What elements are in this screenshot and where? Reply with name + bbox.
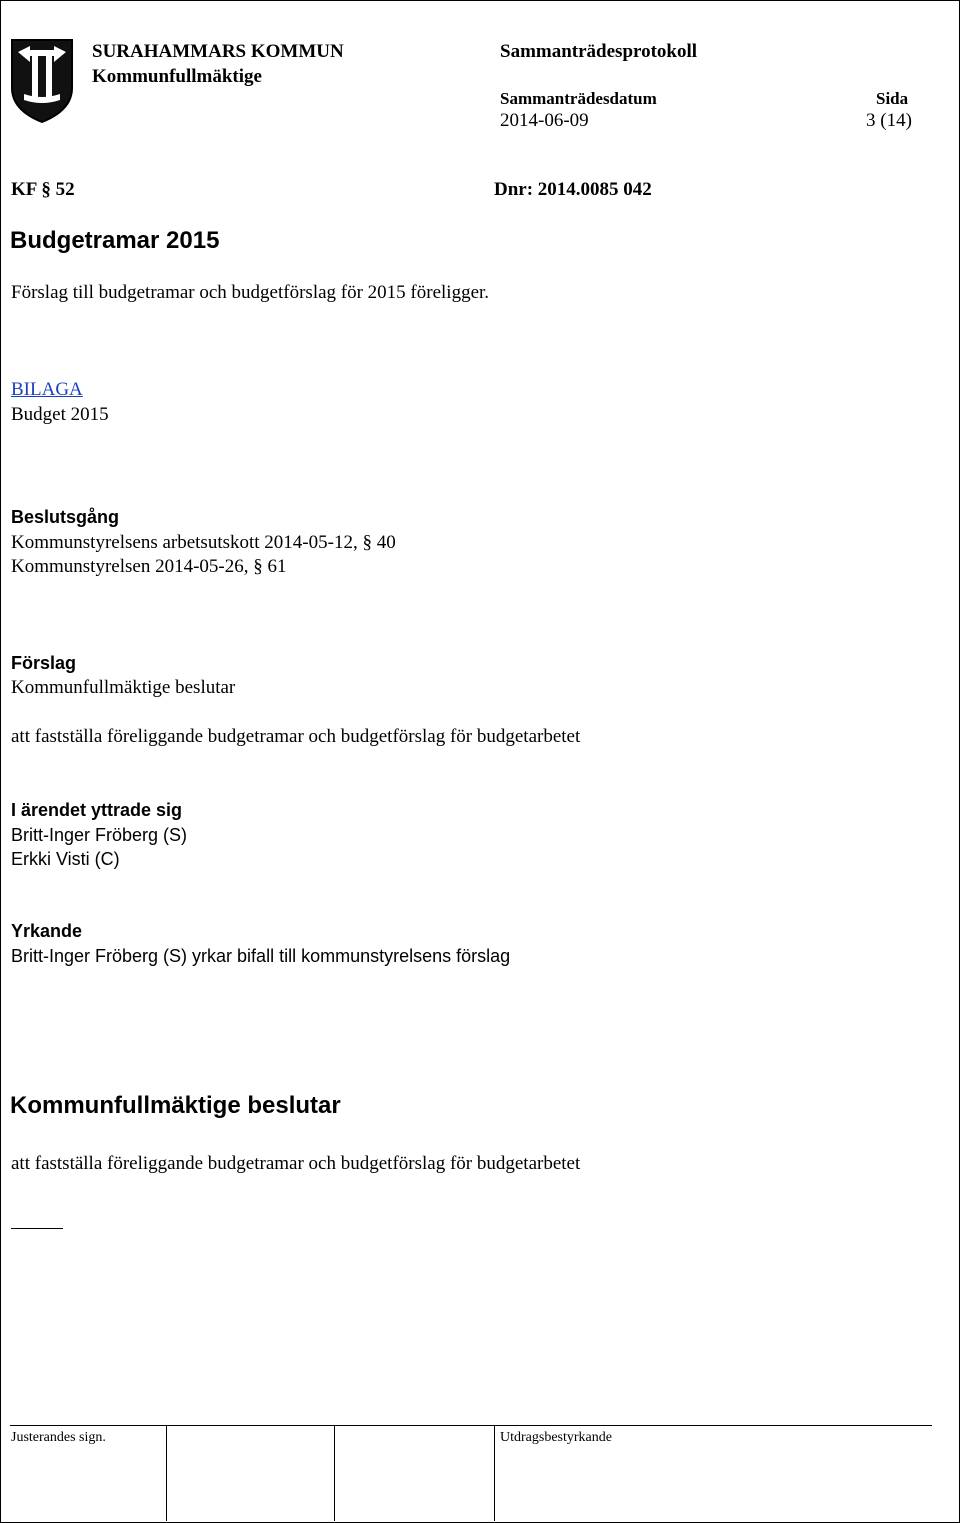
decision-heading: Kommunfullmäktige beslutar xyxy=(10,1092,341,1119)
motion-text: Britt-Inger Fröberg (S) yrkar bifall till kommunstyrelsens förslag xyxy=(11,946,511,966)
motion-heading: Yrkande xyxy=(11,921,83,941)
date-value: 2014-06-09 xyxy=(500,110,589,131)
proposal-line: att fastställa föreliggande budgetramar och budgetförslag för budgetarbetet xyxy=(11,726,581,747)
coat-of-arms-logo xyxy=(10,38,74,124)
proposal-heading: Förslag xyxy=(11,653,77,673)
page-label: Sida xyxy=(876,89,909,108)
process-item: Kommunstyrelsens arbetsutskott 2014-05-12, § 40 xyxy=(11,532,396,553)
dnr: Dnr: 2014.0085 042 xyxy=(494,179,652,200)
footer-divider xyxy=(334,1426,335,1521)
footer-divider xyxy=(494,1426,495,1521)
footer-line xyxy=(10,1425,932,1426)
org-name: SURAHAMMARS KOMMUN xyxy=(92,41,344,62)
sign-label: Justerandes sign. xyxy=(11,1430,106,1445)
attachment-name: Budget 2015 xyxy=(11,404,109,425)
decision-text: att fastställa föreliggande budgetramar och budgetförslag för budgetarbetet xyxy=(11,1153,581,1174)
case-intro: Förslag till budgetramar och budgetförslag för 2015 föreligger. xyxy=(11,282,490,303)
doc-type: Sammanträdesprotokoll xyxy=(500,41,698,62)
process-item: Kommunstyrelsen 2014-05-26, § 61 xyxy=(11,556,287,577)
separator-line xyxy=(11,1228,63,1229)
process-heading: Beslutsgång xyxy=(11,507,120,527)
page-value: 3 (14) xyxy=(866,110,912,131)
speaker-item: Erkki Visti (C) xyxy=(11,849,120,869)
attachment-link[interactable]: BILAGA xyxy=(11,379,83,400)
date-label: Sammanträdesdatum xyxy=(500,89,657,108)
body-name: Kommunfullmäktige xyxy=(92,66,262,87)
extract-label: Utdragsbestyrkande xyxy=(500,1430,612,1445)
footer-divider xyxy=(166,1426,167,1521)
speaker-item: Britt-Inger Fröberg (S) xyxy=(11,825,188,845)
speakers-heading: I ärendet yttrade sig xyxy=(11,800,183,820)
paragraph-number: KF § 52 xyxy=(11,179,75,200)
proposal-line: Kommunfullmäktige beslutar xyxy=(11,677,236,698)
case-title: Budgetramar 2015 xyxy=(10,227,220,254)
